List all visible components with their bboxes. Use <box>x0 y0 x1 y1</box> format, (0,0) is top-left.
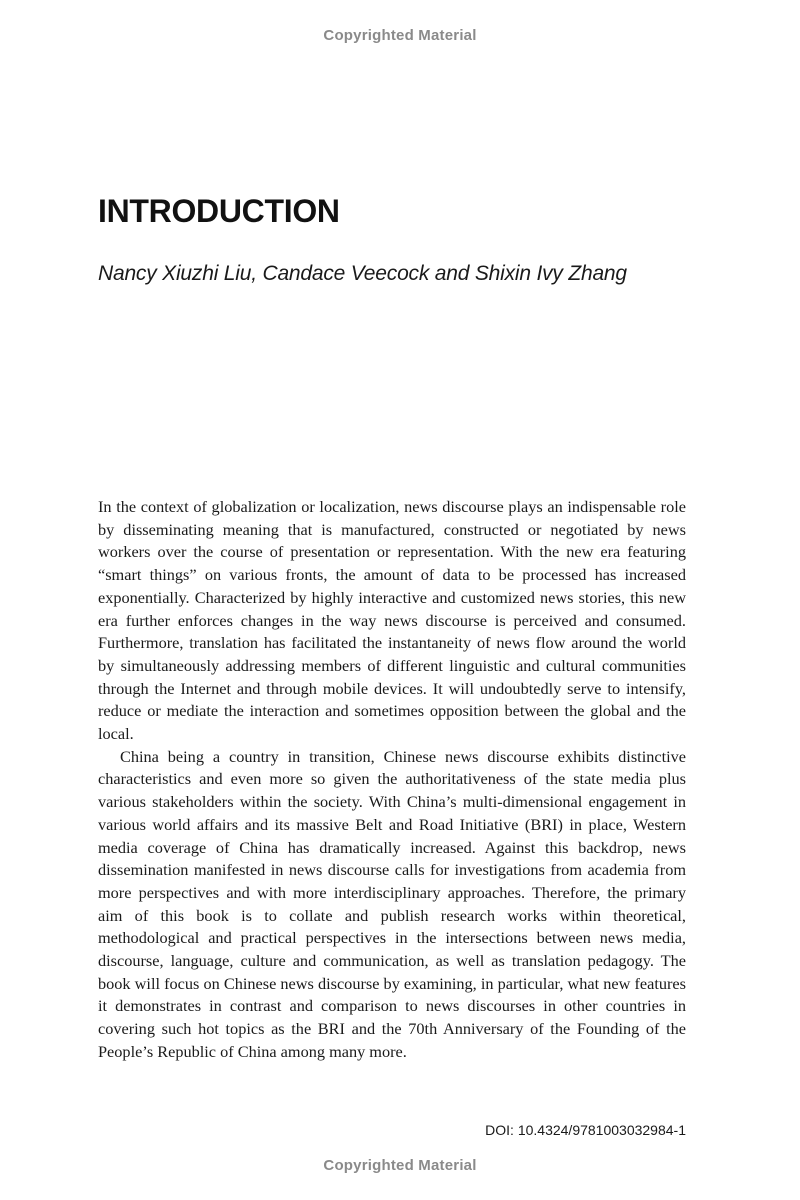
paragraph-2: China being a country in transition, Chinese news discourse exhibits distinctive characteristics and even more so given the authoritativeness of the state media plus various stakeholders within the society. With China’s multi-dimensional engagement in various world affairs and its massive Belt and Road Initiative (BRI) in place, Western media coverage of China has dramatically increased. Against this backdrop, news dissemination manifested in news discourse calls for investigations from academia from more perspectives and with more interdisciplinary approaches. Therefore, the primary aim of this book is to collate and publish research works within theoretical, methodological and practical perspectives in the intersections between news media, discourse, language, culture and communication, as well as translation pedagogy. The book will focus on Chinese news discourse by examining, in particular, what new features it demonstrates in contrast and comparison to news discourses in other countries in covering such hot topics as the BRI and the 70th Anniversary of the Founding of the People’s Republic of China among many more. <box>98 746 686 1061</box>
chapter-title: INTRODUCTION <box>98 193 340 229</box>
copyright-watermark-bottom: Copyrighted Material <box>323 1157 477 1174</box>
paragraph-1: In the context of globalization or localization, news discourse plays an indispensable role by disseminating meaning that is manufactured, constructed or negotiated by news workers over the course of presentation or representation. With the new era featuring “smart things” on various fronts, the amount of data to be processed has increased exponentially. Characterized by highly interactive and customized news stories, this new era further enforces changes in the way news discourse is perceived and consumed. Furthermore, translation has facilitated the instantaneity of news flow around the world by simultaneously addressing members of different linguistic and cultural communities through the Internet and through mobile devices. It will undoubtedly serve to intensify, reduce or mediate the interaction and sometimes opposition between the global and the local. <box>98 497 686 744</box>
body-text <box>98 496 686 1064</box>
chapter-authors: Nancy Xiuzhi Liu, Candace Veecock and Shixin Ivy Zhang <box>98 262 627 285</box>
copyright-watermark-top: Copyrighted Material <box>323 27 477 44</box>
doi-label: DOI: 10.4324/9781003032984-1 <box>485 1122 686 1138</box>
